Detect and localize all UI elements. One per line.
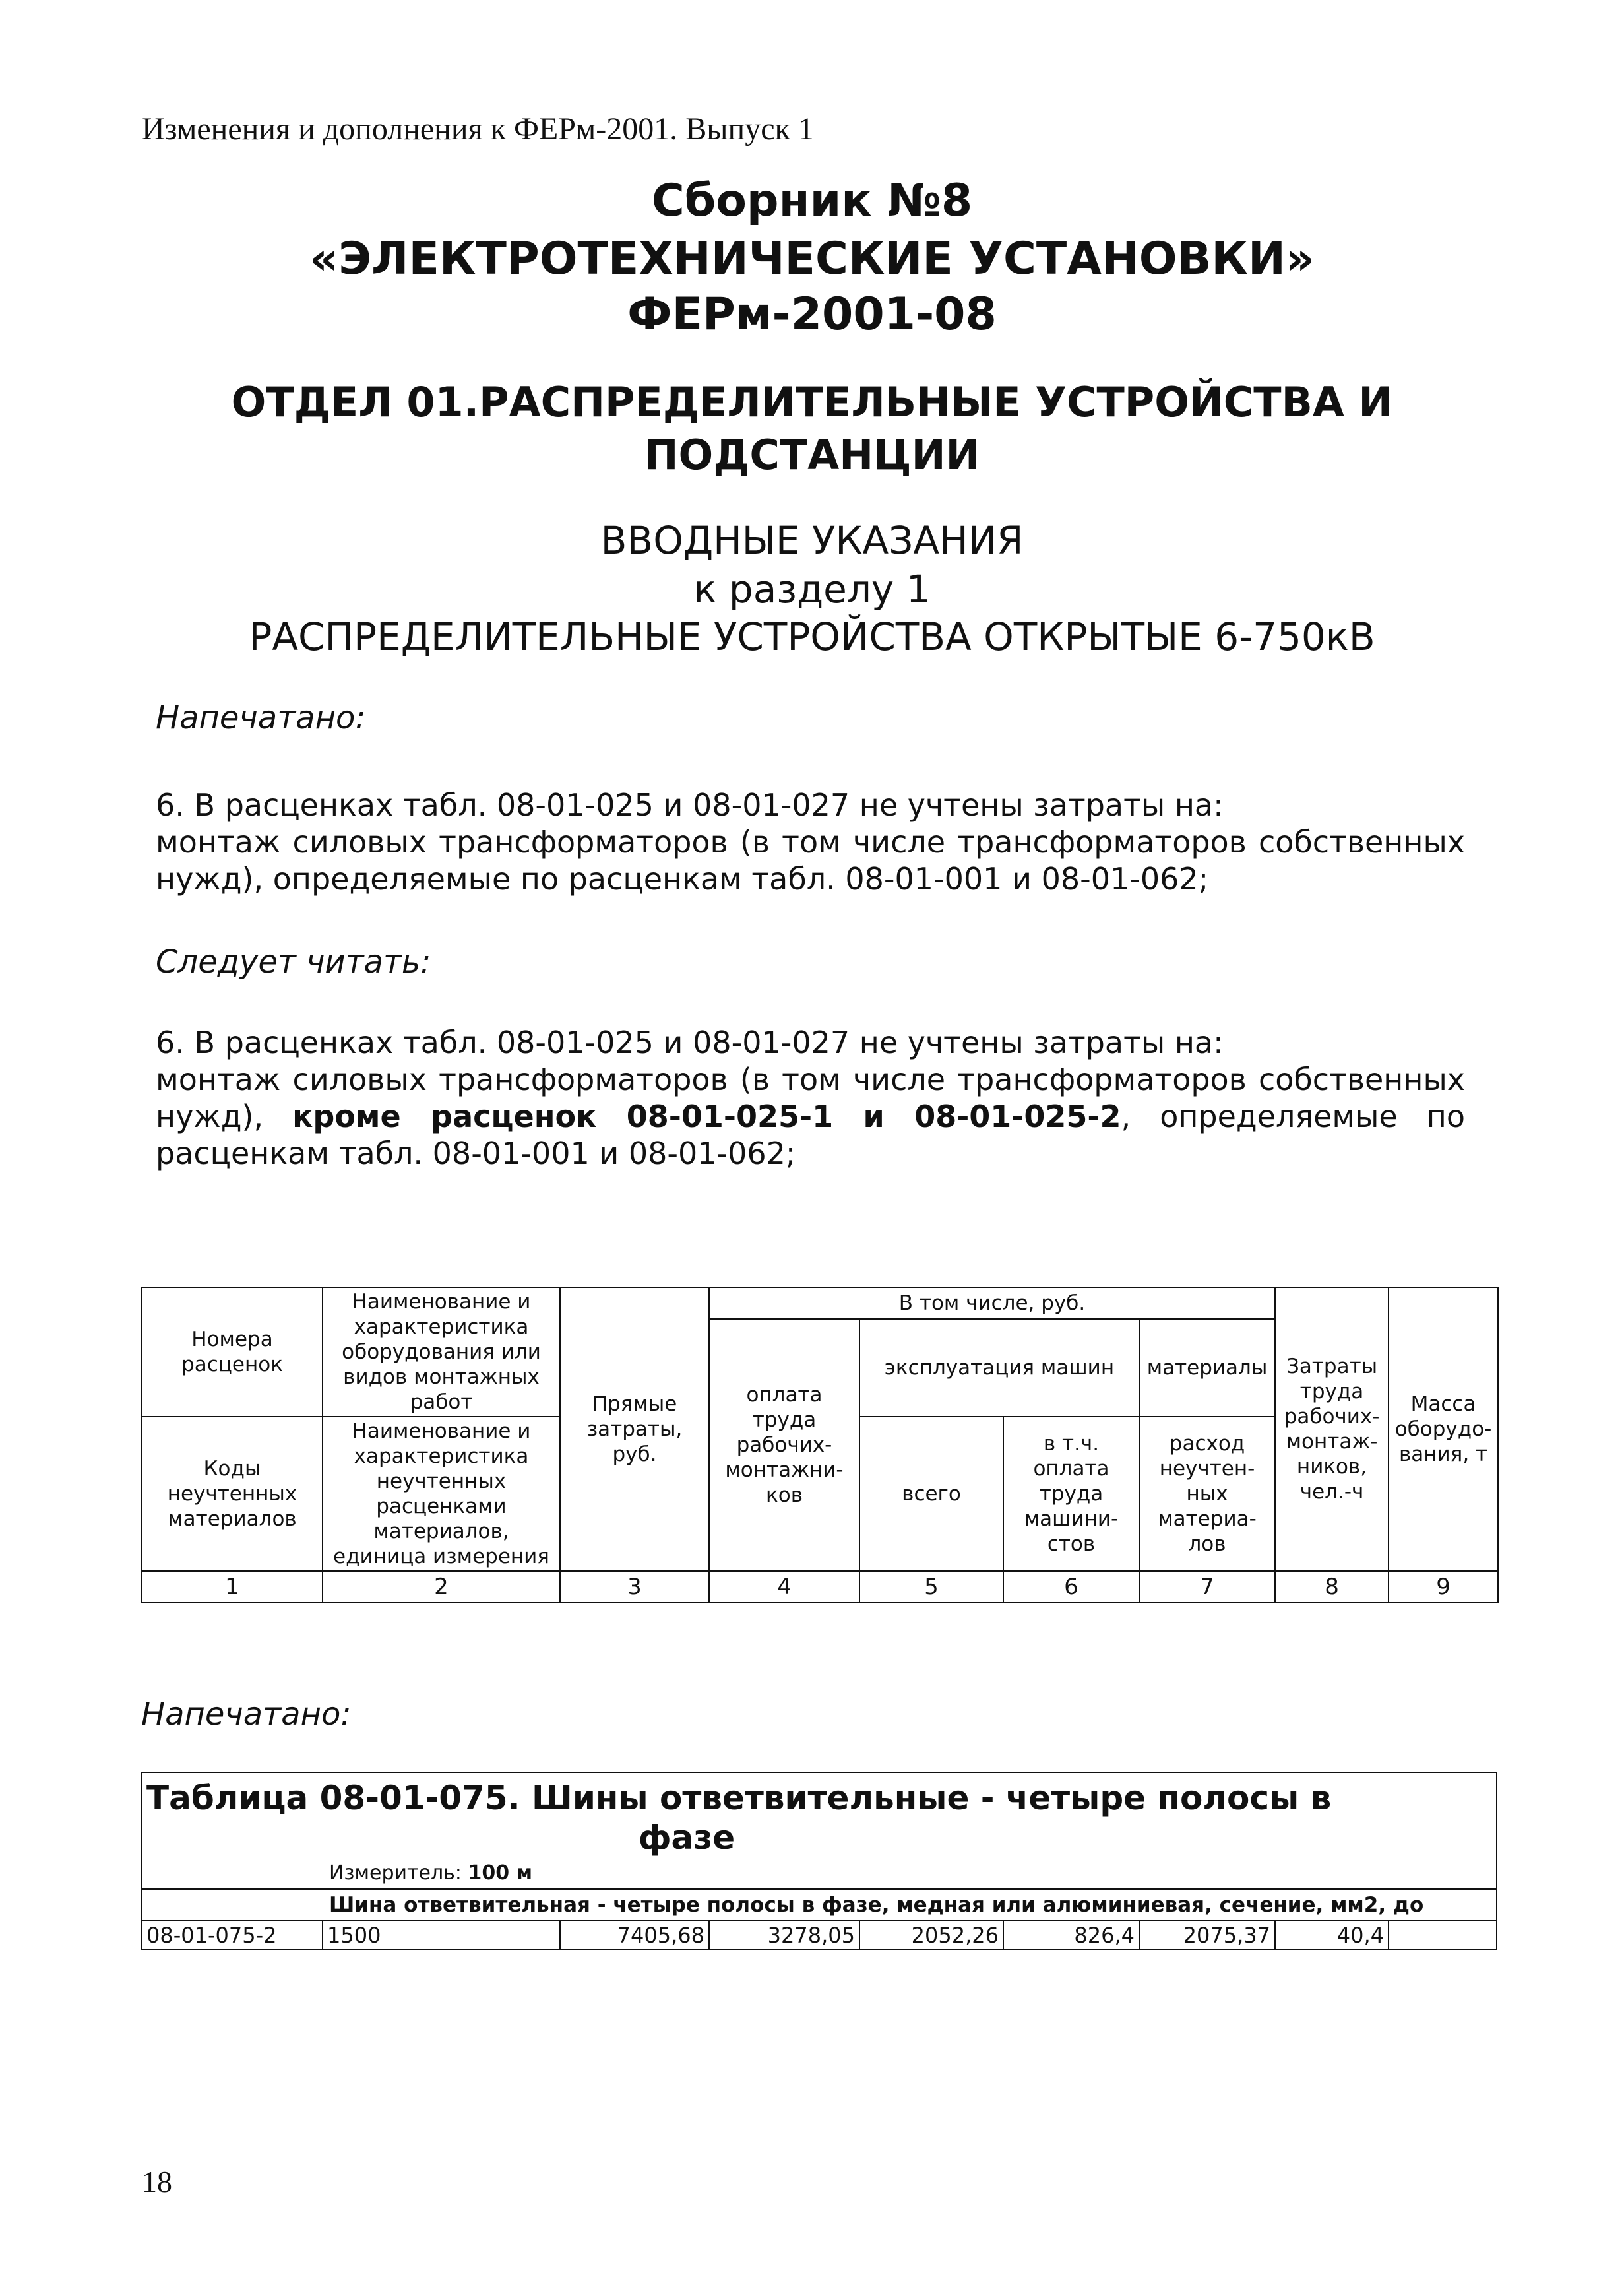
col-equipment-mass: Масса оборудо-вания, т — [1389, 1287, 1498, 1571]
collection-title-1: Сборник №8 — [651, 175, 973, 227]
page-number: 18 — [142, 2165, 172, 2199]
document-header: Изменения и дополнения к ФЕРм-2001. Выпуск 1 — [142, 112, 814, 146]
rate-table-title-2: фазе — [638, 1818, 735, 1857]
col-including-group: В том числе, руб. — [709, 1287, 1275, 1319]
row-direct-costs: 7405,68 — [560, 1921, 709, 1949]
intro-heading-3: РАСПРЕДЕЛИТЕЛЬНЫЕ УСТРОЙСТВА ОТКРЫТЫЕ 6-750кВ — [249, 614, 1375, 659]
col-machinists-wages: в т.ч. оплата труда машини-стов — [1003, 1417, 1139, 1571]
col-number: 5 — [859, 1571, 1003, 1603]
read-text-part-1: монтаж силовых трансформаторов (в том числе трансформаторов собственных нужд), — [156, 1062, 1465, 1134]
col-materials-usage: расход неучтен-ных материа-лов — [1139, 1417, 1275, 1571]
col-number: 7 — [1139, 1571, 1275, 1603]
intro-heading-2: к разделу 1 — [693, 567, 931, 612]
read-line-2 — [156, 1061, 1465, 1172]
rate-table-title: Таблица 08-01-075. Шины ответвительные - четыре полосы в — [146, 1779, 1332, 1817]
col-number: 1 — [142, 1571, 323, 1603]
row-machinists-wages: 826,4 — [1003, 1921, 1139, 1949]
meter-label: Измеритель: — [329, 1861, 462, 1884]
col-machines-group: эксплуатация машин — [859, 1319, 1139, 1417]
col-material-codes: Коды неучтенных материалов — [142, 1417, 323, 1571]
rate-table — [141, 1772, 1497, 1950]
printed-label: Напечатано: — [156, 699, 366, 736]
col-number: 4 — [709, 1571, 859, 1603]
col-rate-numbers: Номера расценок — [142, 1287, 323, 1417]
column-numbers-row — [142, 1571, 1498, 1603]
col-work-name: Наименование и характеристика оборудования или видов монтажных работ — [323, 1287, 560, 1417]
col-number: 8 — [1275, 1571, 1389, 1603]
col-number: 3 — [560, 1571, 709, 1603]
col-number: 9 — [1389, 1571, 1498, 1603]
intro-heading-1: ВВОДНЫЕ УКАЗАНИЯ — [600, 518, 1024, 563]
col-direct-costs: Прямые затраты, руб. — [560, 1287, 709, 1571]
rate-table-subtitle: Шина ответвительная - четыре полосы в фазе, медная или алюминиевая, сечение, мм2, до — [142, 1888, 1496, 1920]
department-title-2: ПОДСТАНЦИИ — [644, 431, 980, 479]
header-table — [141, 1287, 1499, 1603]
col-material-names: Наименование и характеристика неучтенных расценками материалов, единица измерения — [323, 1417, 560, 1571]
read-line-1: 6. В расценках табл. 08-01-025 и 08-01-027 не учтены затраты на: — [156, 1025, 1224, 1060]
col-materials-group: материалы — [1139, 1319, 1275, 1417]
row-machines-total: 2052,26 — [859, 1921, 1003, 1949]
printed-label-2: Напечатано: — [141, 1696, 352, 1733]
row-mass — [1389, 1921, 1496, 1949]
collection-title-3: ФЕРм-2001-08 — [627, 288, 997, 340]
read-text-bold: кроме расценок 08-01-025-1 и 08-01-025-2 — [292, 1099, 1121, 1134]
col-machines-total: всего — [859, 1417, 1003, 1571]
read-as-label: Следует читать: — [156, 944, 431, 981]
col-labor-hours: Затраты труда рабочих-монтаж-ников, чел.-ч — [1275, 1287, 1389, 1571]
row-name: 1500 — [323, 1921, 560, 1949]
printed-paragraph — [156, 787, 1465, 897]
collection-title-2: «ЭЛЕКТРОТЕХНИЧЕСКИЕ УСТАНОВКИ» — [309, 233, 1315, 285]
rate-table-meter — [142, 1857, 1496, 1888]
read-text-part-2: , определяемые по расценкам табл. 08-01-001 и 08-01-062; — [156, 1099, 1465, 1171]
printed-line-2: монтаж силовых трансформаторов (в том числе трансформаторов собственных нужд), определяемые по расценкам табл. 08-01-001 и 08-01-062; — [156, 824, 1465, 897]
printed-line-1: 6. В расценках табл. 08-01-025 и 08-01-027 не учтены затраты на: — [156, 787, 1224, 823]
col-number: 2 — [323, 1571, 560, 1603]
row-labor-hours: 40,4 — [1275, 1921, 1389, 1949]
row-code: 08-01-075-2 — [142, 1921, 323, 1949]
col-number: 6 — [1003, 1571, 1139, 1603]
department-title-1: ОТДЕЛ 01.РАСПРЕДЕЛИТЕЛЬНЫЕ УСТРОЙСТВА И — [231, 378, 1393, 426]
row-materials: 2075,37 — [1139, 1921, 1275, 1949]
col-labor-wages: оплата труда рабочих-монтажни-ков — [709, 1319, 859, 1571]
row-labor-wages: 3278,05 — [709, 1921, 859, 1949]
read-as-paragraph — [156, 1024, 1465, 1172]
meter-value: 100 м — [468, 1861, 533, 1884]
rate-table-row — [142, 1920, 1496, 1949]
